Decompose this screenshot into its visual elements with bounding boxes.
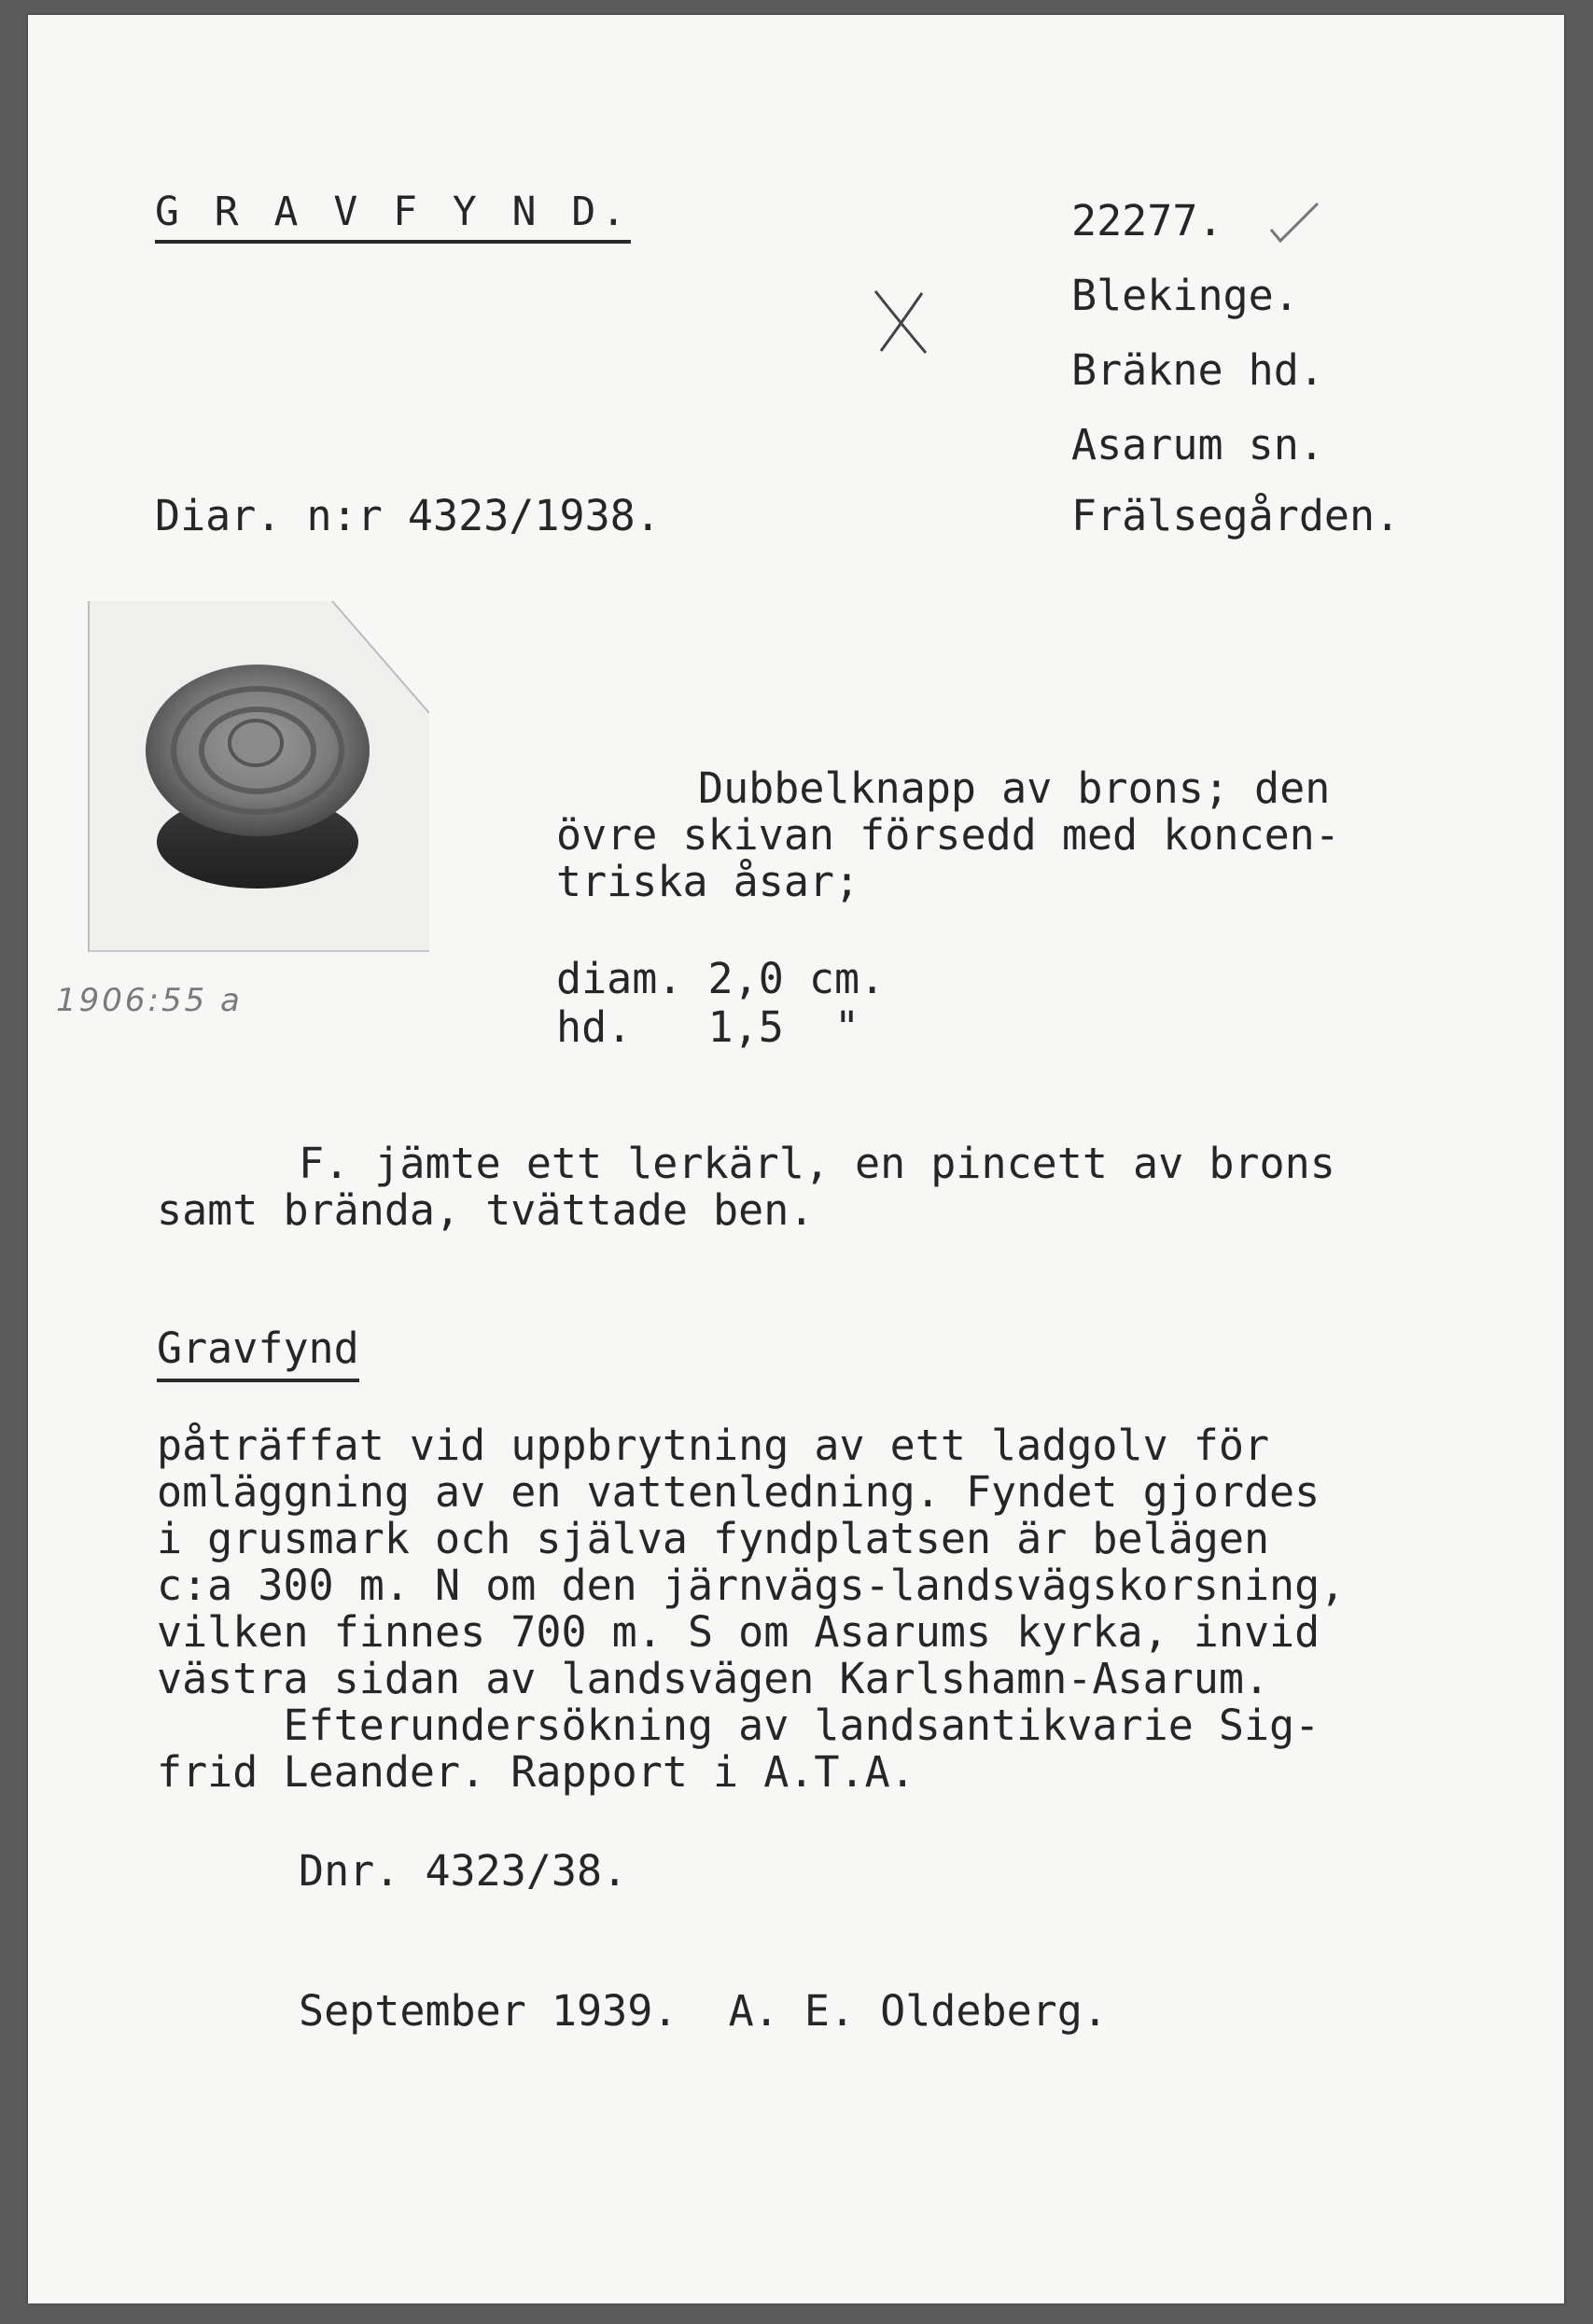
pencil-cross-mark: [868, 286, 933, 360]
measurement-diameter: diam. 2,0 cm.: [556, 954, 886, 1003]
card-heading: G R A V F Y N D.: [155, 192, 631, 244]
bronze-button-image: [90, 601, 429, 950]
associated-finds-line-1: F. jämte ett lerkärl, en pincett av brons: [299, 1139, 1335, 1188]
find-text-line-2: omläggning av en vattenledning. Fyndet gjordes: [157, 1467, 1321, 1517]
location-parish: Asarum sn.: [1071, 420, 1324, 469]
catalog-number: 22277.: [1071, 196, 1223, 245]
description-line-1: Dubbelknapp av brons; den: [698, 763, 1331, 813]
dnr-reference: Dnr. 4323/38.: [299, 1846, 628, 1896]
location-district: Bräkne hd.: [1071, 345, 1324, 395]
find-text-line-3: i grusmark och själva fyndplatsen är belägen: [157, 1514, 1270, 1563]
measurement-height: hd. 1,5 ": [556, 1002, 860, 1052]
location-province: Blekinge.: [1071, 271, 1299, 320]
find-text-line-7: Efterundersökning av landsantikvarie Sig-: [157, 1701, 1321, 1750]
find-text-line-1: påträffat vid uppbrytning av ett ladgolv för: [157, 1421, 1270, 1470]
find-text-line-4: c:a 300 m. N om den järnvägs-landsvägskorsning,: [157, 1561, 1346, 1610]
find-text-line-5: vilken finnes 700 m. S om Asarums kyrka, invid: [157, 1607, 1321, 1657]
diary-number: Diar. n:r 4323/1938.: [155, 491, 661, 540]
checkmark-icon: [1267, 198, 1323, 246]
artifact-photo: [88, 601, 429, 952]
photo-handwritten-label: 1906:55 a: [56, 982, 243, 1019]
section-heading-gravfynd: Gravfynd: [157, 1327, 359, 1382]
catalog-card: [28, 15, 1564, 2303]
description-line-2: övre skivan försedd med koncen-: [556, 810, 1340, 860]
associated-finds-line-2: samt brända, tvättade ben.: [157, 1185, 815, 1235]
location-farm: Frälsegården.: [1071, 491, 1401, 540]
find-text-line-8: frid Leander. Rapport i A.T.A.: [157, 1747, 915, 1797]
find-text-line-6: västra sidan av landsvägen Karlshamn-Asarum.: [157, 1654, 1270, 1703]
date-signature: September 1939. A. E. Oldeberg.: [299, 1986, 1108, 2036]
description-line-3: triska åsar;: [556, 857, 860, 906]
